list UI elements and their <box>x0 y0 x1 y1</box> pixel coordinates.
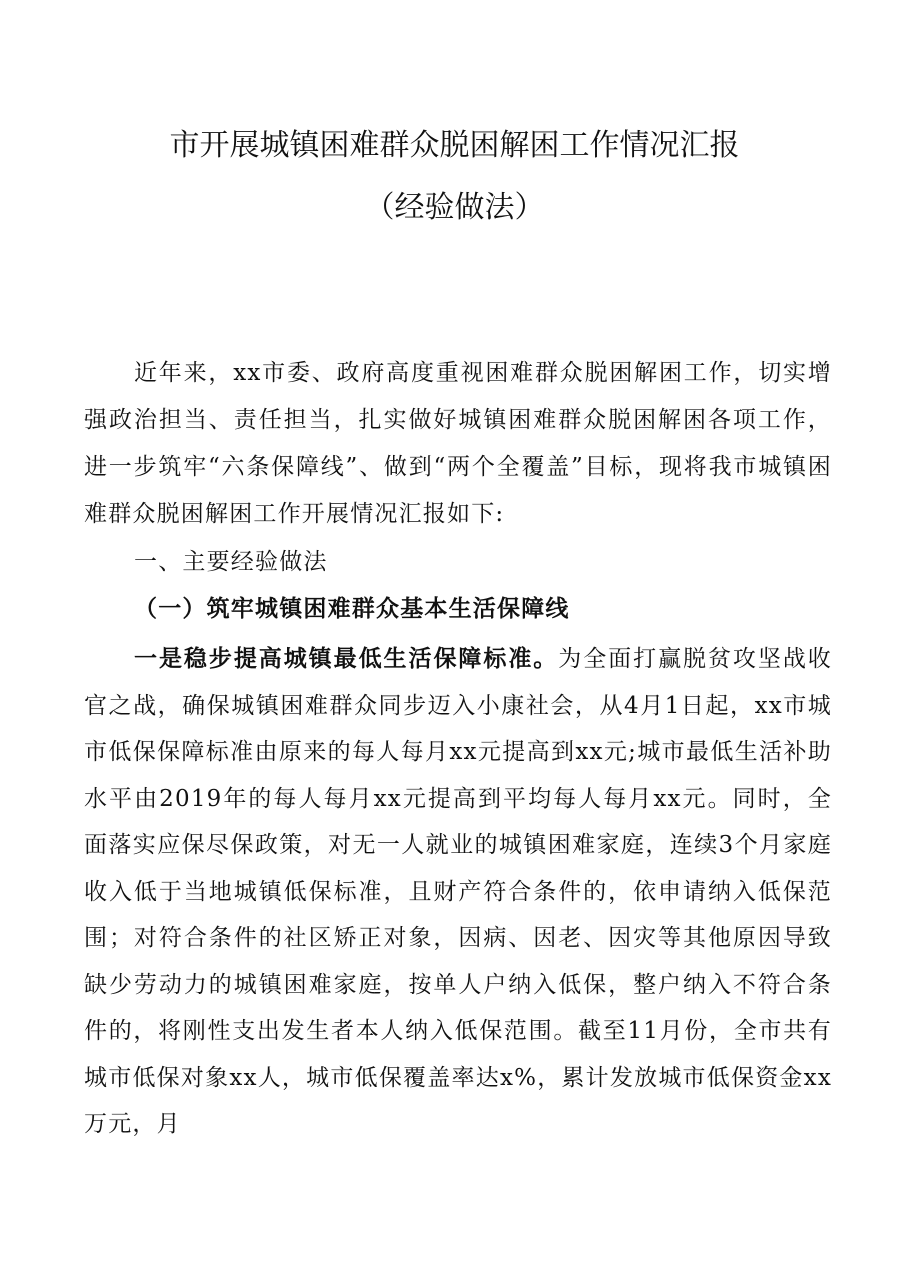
intro-paragraph: 近年来，xx市委、政府高度重视困难群众脱困解困工作，切实增强政治担当、责任担当，扎实做好城镇困难群众脱困解困各项工作，进一步筑牢“六条保障线”、做到“两个全覆盖”目标，现将我市城镇困难群众脱困解困工作开展情况汇报如下: <box>84 360 832 527</box>
body-paragraph <box>84 636 832 1148</box>
document-title: 市开展城镇困难群众脱困解困工作情况汇报 <box>169 128 740 163</box>
document-subtitle: （经验做法） <box>364 190 545 225</box>
paragraph-body: 为全面打赢脱贫攻坚战收官之战，确保城镇困难群众同步迈入小康社会，从4月1日起，xx市城市低保保障标准由原来的每人每月xx元提高到xx元;城市最低生活补助水平由2019年的每人每月xx元提高到平均每人每月xx元。同时，全面落实应保尽保政策，对无一人就业的城镇困难家庭，连续3个月家庭收入低于当地城镇低保标准，且财产符合条件的，依申请纳入低保范围；对符合条件的社区矫正对象，因病、因老、因灾等其他原因导致缺少劳动力的城镇困难家庭，按单人户纳入低保，整户纳入不符合条件的，将刚性支出发生者本人纳入低保范围。截至11月份，全市共有城市低保对象xx人，城市低保覆盖率达x%，累计发放城市低保资金xx万元，月 <box>84 646 833 1137</box>
subsection-heading: （一）筑牢城镇困难群众基本生活保障线 <box>134 595 570 622</box>
section-heading: 一、主要经验做法 <box>134 549 328 575</box>
paragraph-lead: 一是稳步提高城镇最低生活保障标准。 <box>134 645 559 672</box>
